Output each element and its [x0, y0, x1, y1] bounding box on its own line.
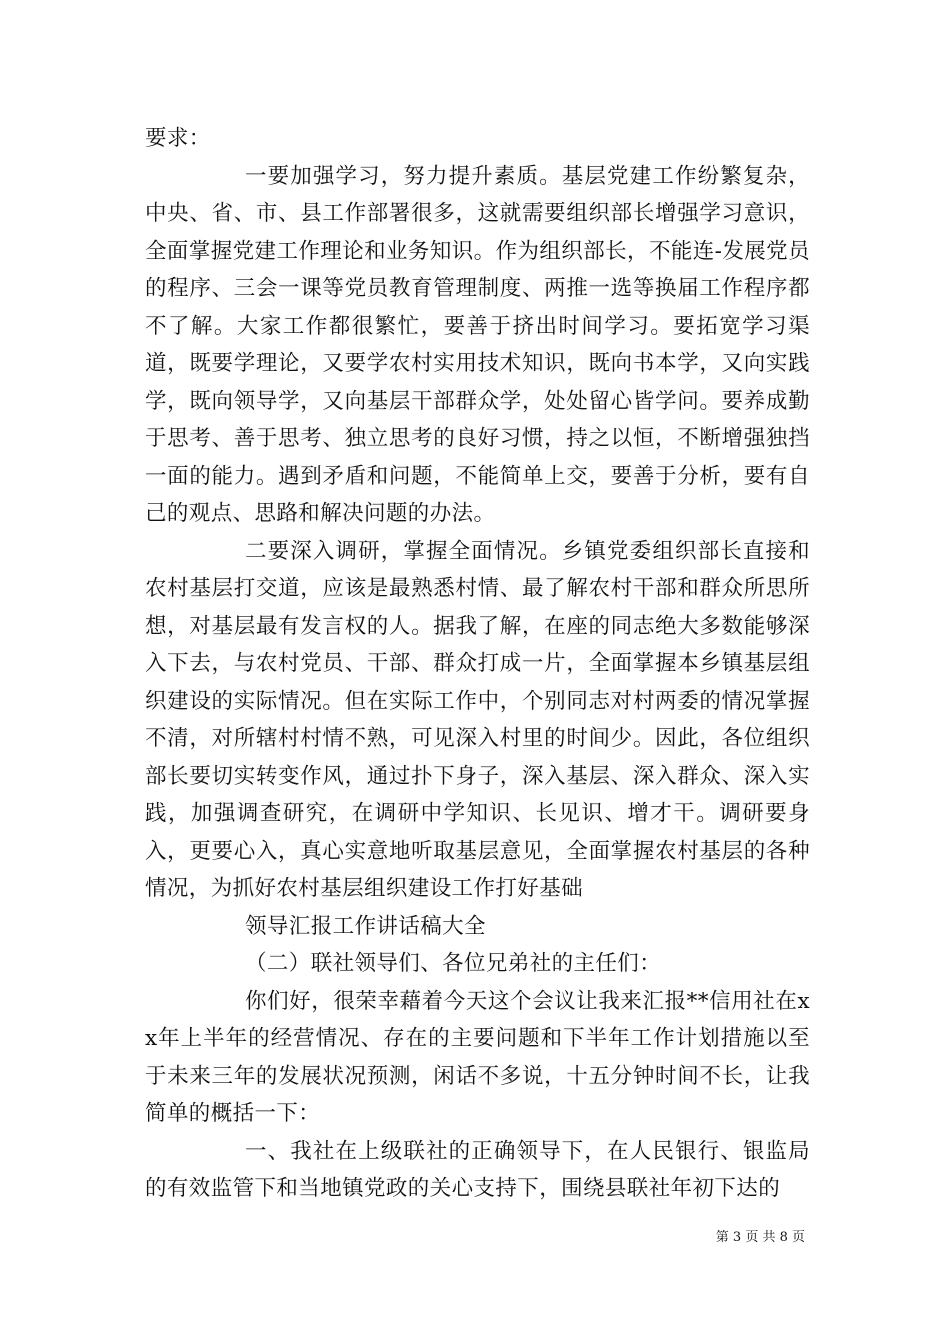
page-number: 第 3 页 共 8 页	[715, 1230, 805, 1245]
section-title: 领导汇报工作讲话稿大全	[245, 913, 486, 939]
paragraph-requirements-label: 要求：	[145, 126, 211, 151]
paragraph-salutation: （二）联社领导们、各位兄弟社的主任们：	[245, 951, 662, 976]
paragraph-study: 一要加强学习，努力提升素质。基层党建工作纷繁复杂，中央、省、市、县工作部署很多，这就需要组织部长增强学习意识，全面掌握党建工作理论和业务知识。作为组织部长，不能连-发展党员的程序、三会一课等党员教育管理制度、两推一选等换届工作程序都不了解。大家工作都很繁忙，要善于挤出时间学习。要拓宽学习渠道，既要学理论，又要学农村实用技术知识，既向书本学，又向实践学，既向领导学，又向基层干部群众学，处处留心皆学问。要养成勤于思考、善于思考、独立思考的良好习惯，持之以恒，不断增强独挡一面的能力。遇到矛盾和问题，不能简单上交，要善于分析，要有自己的观点、思路和解决问题的办法。	[145, 163, 810, 526]
paragraph-research: 二要深入调研，掌握全面情况。乡镇党委组织部长直接和农村基层打交道，应该是最熟悉村情、最了解农村干部和群众所思所想，对基层最有发言权的人。据我了解，在座的同志绝大多数能够深入下去，与农村党员、干部、群众打成一片，全面掌握本乡镇基层组织建设的实际情况。但在实际工作中，个别同志对村两委的情况掌握不清，对所辖村村情不熟，可见深入村里的时间少。因此，各位组织部长要切实转变作风，通过扑下身子，深入基层、深入群众、深入实践，加强调查研究，在调研中学知识、长见识、增才干。调研要身入，更要心入，真心实意地听取基层意见，全面掌握农村基层的各种情况，为抓好农村基层组织建设工作打好基础	[145, 538, 810, 901]
document-body	[145, 120, 810, 1208]
paragraph-greeting: 你们好，很荣幸藉着今天这个会议让我来汇报**信用社在xx年上半年的经营情况、存在的主要问题和下半年工作计划措施以至于未来三年的发展状况预测，闲话不多说，十五分钟时间不长，让我简单的概括一下：	[145, 988, 810, 1126]
paragraph-report-start: 一、我社在上级联社的正确领导下，在人民银行、银监局的有效监管下和当地镇党政的关心支持下，围绕县联社年初下达的	[145, 1138, 810, 1201]
